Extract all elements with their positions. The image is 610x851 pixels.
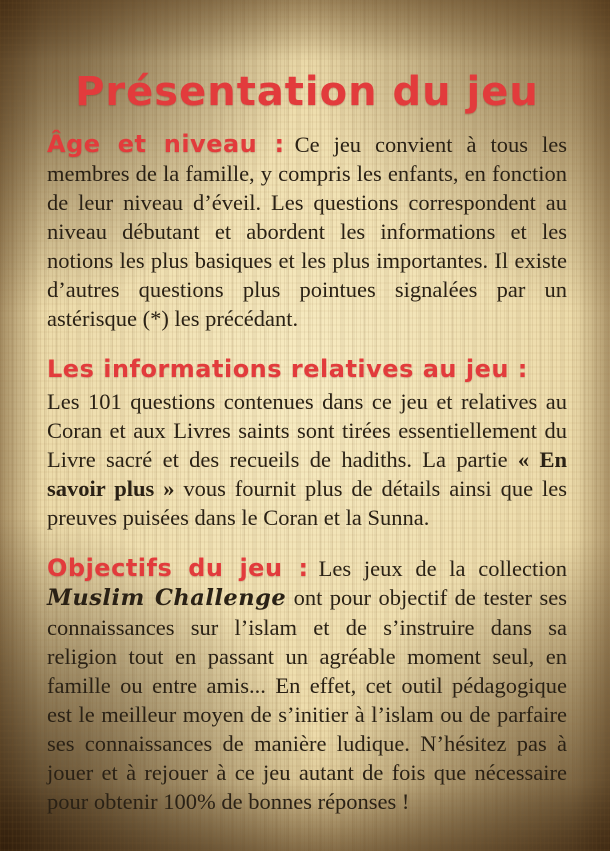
- section-heading-objectifs: Objectifs du jeu :: [47, 554, 309, 582]
- section-objectifs: [47, 554, 567, 816]
- section-informations: [47, 355, 567, 532]
- section-heading-informations: Les informations relatives au jeu :: [47, 355, 528, 383]
- section-heading-age-niveau: Âge et niveau :: [47, 130, 285, 158]
- page-content: [47, 70, 567, 838]
- page-title: Présentation du jeu: [75, 69, 539, 115]
- section-age-niveau: [47, 130, 567, 333]
- section-body-objectifs-end: ont pour objectif de tester ses connaissances sur l’islam et de s’instruire dans sa religion tout en passant un agréable moment seul, en famille ou entre amis... En effet, cet outil pédagogique est le meilleur moyen de s’initier à l’islam ou de parfaire ses connaissances de manière ludique. N’hésitez pas à jouer et à rejouer à ce jeu autant de fois que nécessaire pour obtenir 100% de bonnes réponses !: [47, 585, 567, 814]
- section-body-informations-start: Les 101 questions contenues dans ce jeu et relatives au Coran et aux Livres saints sont tirées essentiellement du Livre sacré et des recueils de hadiths. La partie: [47, 389, 567, 472]
- brand-muslim-challenge: Muslim Challenge: [47, 585, 287, 611]
- highlight-en-savoir-plus: « En savoir plus »: [47, 447, 567, 501]
- section-body-age-niveau: Ce jeu convient à tous les membres de la famille, y compris les enfants, en fonction de leur niveau d’éveil. Les questions correspondent au niveau débutant et abordent les informations et les notions les plus basiques et les plus importantes. Il existe d’autres questions plus pointues signalées par un astérisque (*) les précédant.: [47, 132, 567, 331]
- section-body-objectifs-start: Les jeux de la collection: [318, 556, 567, 581]
- section-body-informations-end: vous fournit plus de détails ainsi que les preuves puisées dans le Coran et la Sunna.: [47, 476, 568, 530]
